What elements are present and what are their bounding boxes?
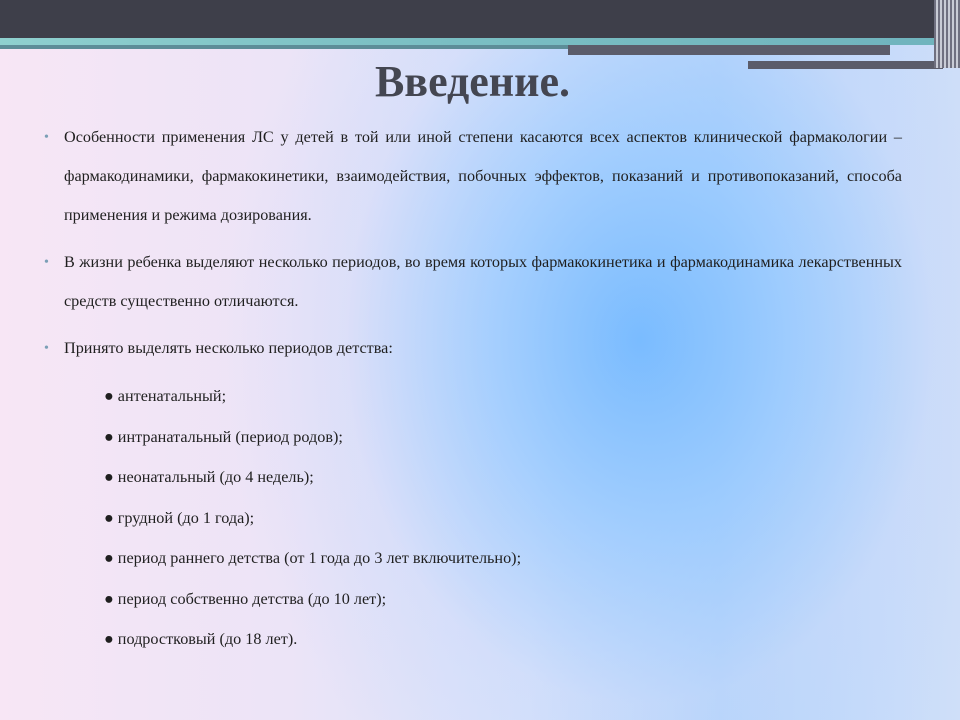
paragraph-text: Особенности применения ЛС у детей в той или иной степени касаются всех аспектов клинической фармакологии – фармакодинамики, фармакокинетики, взаимодействия, побочных эффектов, показаний и противопоказаний, способа применения и режима дозирования. <box>64 128 902 224</box>
paragraph-text: Принято выделять несколько периодов детства: <box>64 339 393 357</box>
bullet-icon: • <box>44 341 49 356</box>
list-item: ● период раннего детства (от 1 года до 3 лет включительно); <box>104 549 522 567</box>
paragraph-2 <box>44 243 902 321</box>
list-item: ● грудной (до 1 года); <box>104 508 255 527</box>
list-item: ● период собственно детства (до 10 лет); <box>104 589 387 608</box>
teal-accent-line-dark <box>0 45 570 49</box>
slide-title: Введение. <box>374 57 571 106</box>
sub-bullet-icon: ● <box>104 549 114 567</box>
periods-list <box>44 376 902 660</box>
list-item: ● интранатальный (период родов); <box>104 427 343 446</box>
bullet-icon: • <box>44 130 49 145</box>
sub-bullet-icon: ● <box>104 589 114 608</box>
paragraph-3 <box>44 329 902 368</box>
sub-bullet-icon: ● <box>104 427 114 446</box>
sub-bullet-icon: ● <box>104 468 114 486</box>
top-dark-bar <box>0 0 960 38</box>
list-item: ● антенатальный; <box>104 387 227 405</box>
paragraph-1 <box>44 118 902 235</box>
list-item: ● подростковый (до 18 лет). <box>104 630 298 648</box>
sub-bullet-icon: ● <box>104 508 114 527</box>
teal-accent-line <box>0 38 960 45</box>
list-item: ● неонатальный (до 4 недель); <box>104 468 314 486</box>
paragraph-text: В жизни ребенка выделяют несколько периодов, во время которых фармакокинетика и фармакодинамика лекарственных средств существенно отличаются. <box>64 253 902 310</box>
slide-content <box>44 118 902 660</box>
sub-bullet-icon: ● <box>104 630 114 648</box>
bullet-icon: • <box>44 255 49 270</box>
grey-accent-bar <box>568 45 890 55</box>
sub-bullet-icon: ● <box>104 387 114 405</box>
